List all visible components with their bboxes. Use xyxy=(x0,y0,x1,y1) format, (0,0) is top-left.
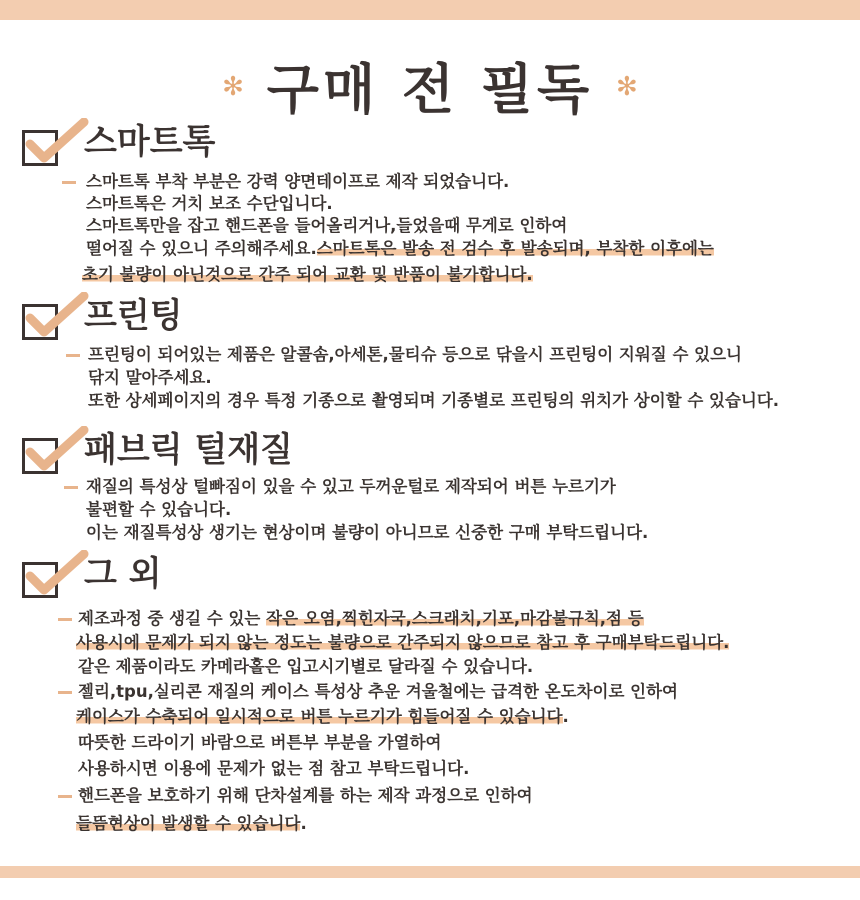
body-text: 이는 재질특성상 생기는 현상이며 불량이 아니므로 신중한 구매 부탁드립니다. xyxy=(86,523,649,542)
highlighted-text: 사용시에 문제가 되지 않는 정도는 불량으로 간주되지 않으므로 참고 후 구매부탁드립니다. xyxy=(76,633,730,652)
section-header-fabric xyxy=(20,426,420,474)
body-text: 닦지 말아주세요. xyxy=(88,368,212,387)
section-header-smarttok xyxy=(20,118,420,166)
section-title: 그 외 xyxy=(84,554,162,594)
top-decor-band xyxy=(0,0,860,20)
page-title-text: 구매 전 필독 xyxy=(266,58,594,121)
bullet-dash xyxy=(66,354,80,357)
body-text: 불편할 수 있습니다. xyxy=(86,500,232,519)
check-mark-icon xyxy=(24,118,90,164)
body-text: 사용하시면 이용에 문제가 없는 점 참고 부탁드립니다. xyxy=(78,759,470,778)
body-text: 떨어질 수 있으니 주의해주세요. xyxy=(86,239,317,258)
section-title: 패브릭 털재질 xyxy=(84,430,293,470)
section-header-printing xyxy=(20,292,420,340)
body-text-line xyxy=(76,633,729,653)
bullet-dash xyxy=(58,795,72,798)
section-header-etc xyxy=(20,550,420,598)
ornament-left-icon: ✻ xyxy=(222,72,244,103)
body-text: 스마트톡 부착 부분은 강력 양면테이프로 제작 되었습니다. xyxy=(86,172,510,191)
body-text: . xyxy=(562,707,569,726)
check-mark-icon xyxy=(24,426,90,472)
check-mark-icon xyxy=(24,292,90,338)
body-text-line xyxy=(82,265,533,285)
body-text: 젤리,tpu,실리콘 재질의 케이스 특성상 추운 겨울철에는 급격한 온도차이로 인하여 xyxy=(78,682,678,701)
body-text: 핸드폰을 보호하기 위해 단차설계를 하는 제작 과정으로 인하여 xyxy=(78,786,533,805)
body-text: 같은 제품이라도 카메라홀은 입고시기별로 달라질 수 있습니다. xyxy=(78,657,534,676)
body-text: 프린팅이 되어있는 제품은 알콜솜,아세톤,물티슈 등으로 닦을시 프린팅이 지워질 수 있으니 xyxy=(88,345,742,364)
body-text: 따뜻한 드라이기 바람으로 버튼부 부분을 가열하여 xyxy=(78,733,442,752)
body-text: 스마트톡은 거치 보조 수단입니다. xyxy=(86,194,333,213)
bottom-decor-band xyxy=(0,866,860,878)
section-title: 프린팅 xyxy=(84,296,183,336)
body-text-line xyxy=(78,609,644,629)
highlighted-text: 들뜸현상이 발생할 수 있습니다 xyxy=(76,814,301,833)
bullet-dash xyxy=(62,181,76,184)
bullet-dash xyxy=(58,691,72,694)
body-text: 재질의 특성상 털빠짐이 있을 수 있고 두꺼운털로 제작되어 버튼 누르기가 xyxy=(86,477,616,496)
body-text: . xyxy=(300,814,307,833)
bullet-dash xyxy=(64,486,78,489)
body-text: 제조과정 중 생길 수 있는 xyxy=(78,609,261,628)
ornament-right-icon: ✻ xyxy=(616,72,638,103)
check-mark-icon xyxy=(24,550,90,596)
highlighted-text: 초기 불량이 아닌것으로 간주 되어 교환 및 반품이 불가합니다. xyxy=(82,265,533,284)
body-text-line xyxy=(86,239,714,259)
body-text: 또한 상세페이지의 경우 특정 기종으로 촬영되며 기종별로 프린팅의 위치가 상이할 수 있습니다. xyxy=(88,391,780,410)
highlighted-text: 스마트톡은 발송 전 검수 후 발송되며, 부착한 이후에는 xyxy=(316,239,714,258)
highlighted-text: 케이스가 수축되어 일시적으로 버튼 누르기가 힘들어질 수 있습니다 xyxy=(76,707,563,726)
body-text-line xyxy=(76,707,569,727)
section-title: 스마트톡 xyxy=(84,122,216,162)
bullet-dash xyxy=(58,618,72,621)
body-text-line xyxy=(76,814,307,834)
highlighted-text: 작은 오염,찍힌자국,스크래치,기포,마감불규칙,점 등 xyxy=(266,609,644,628)
body-text: 스마트톡만을 잡고 핸드폰을 들어올리거나,들었을때 무게로 인하여 xyxy=(86,216,568,235)
